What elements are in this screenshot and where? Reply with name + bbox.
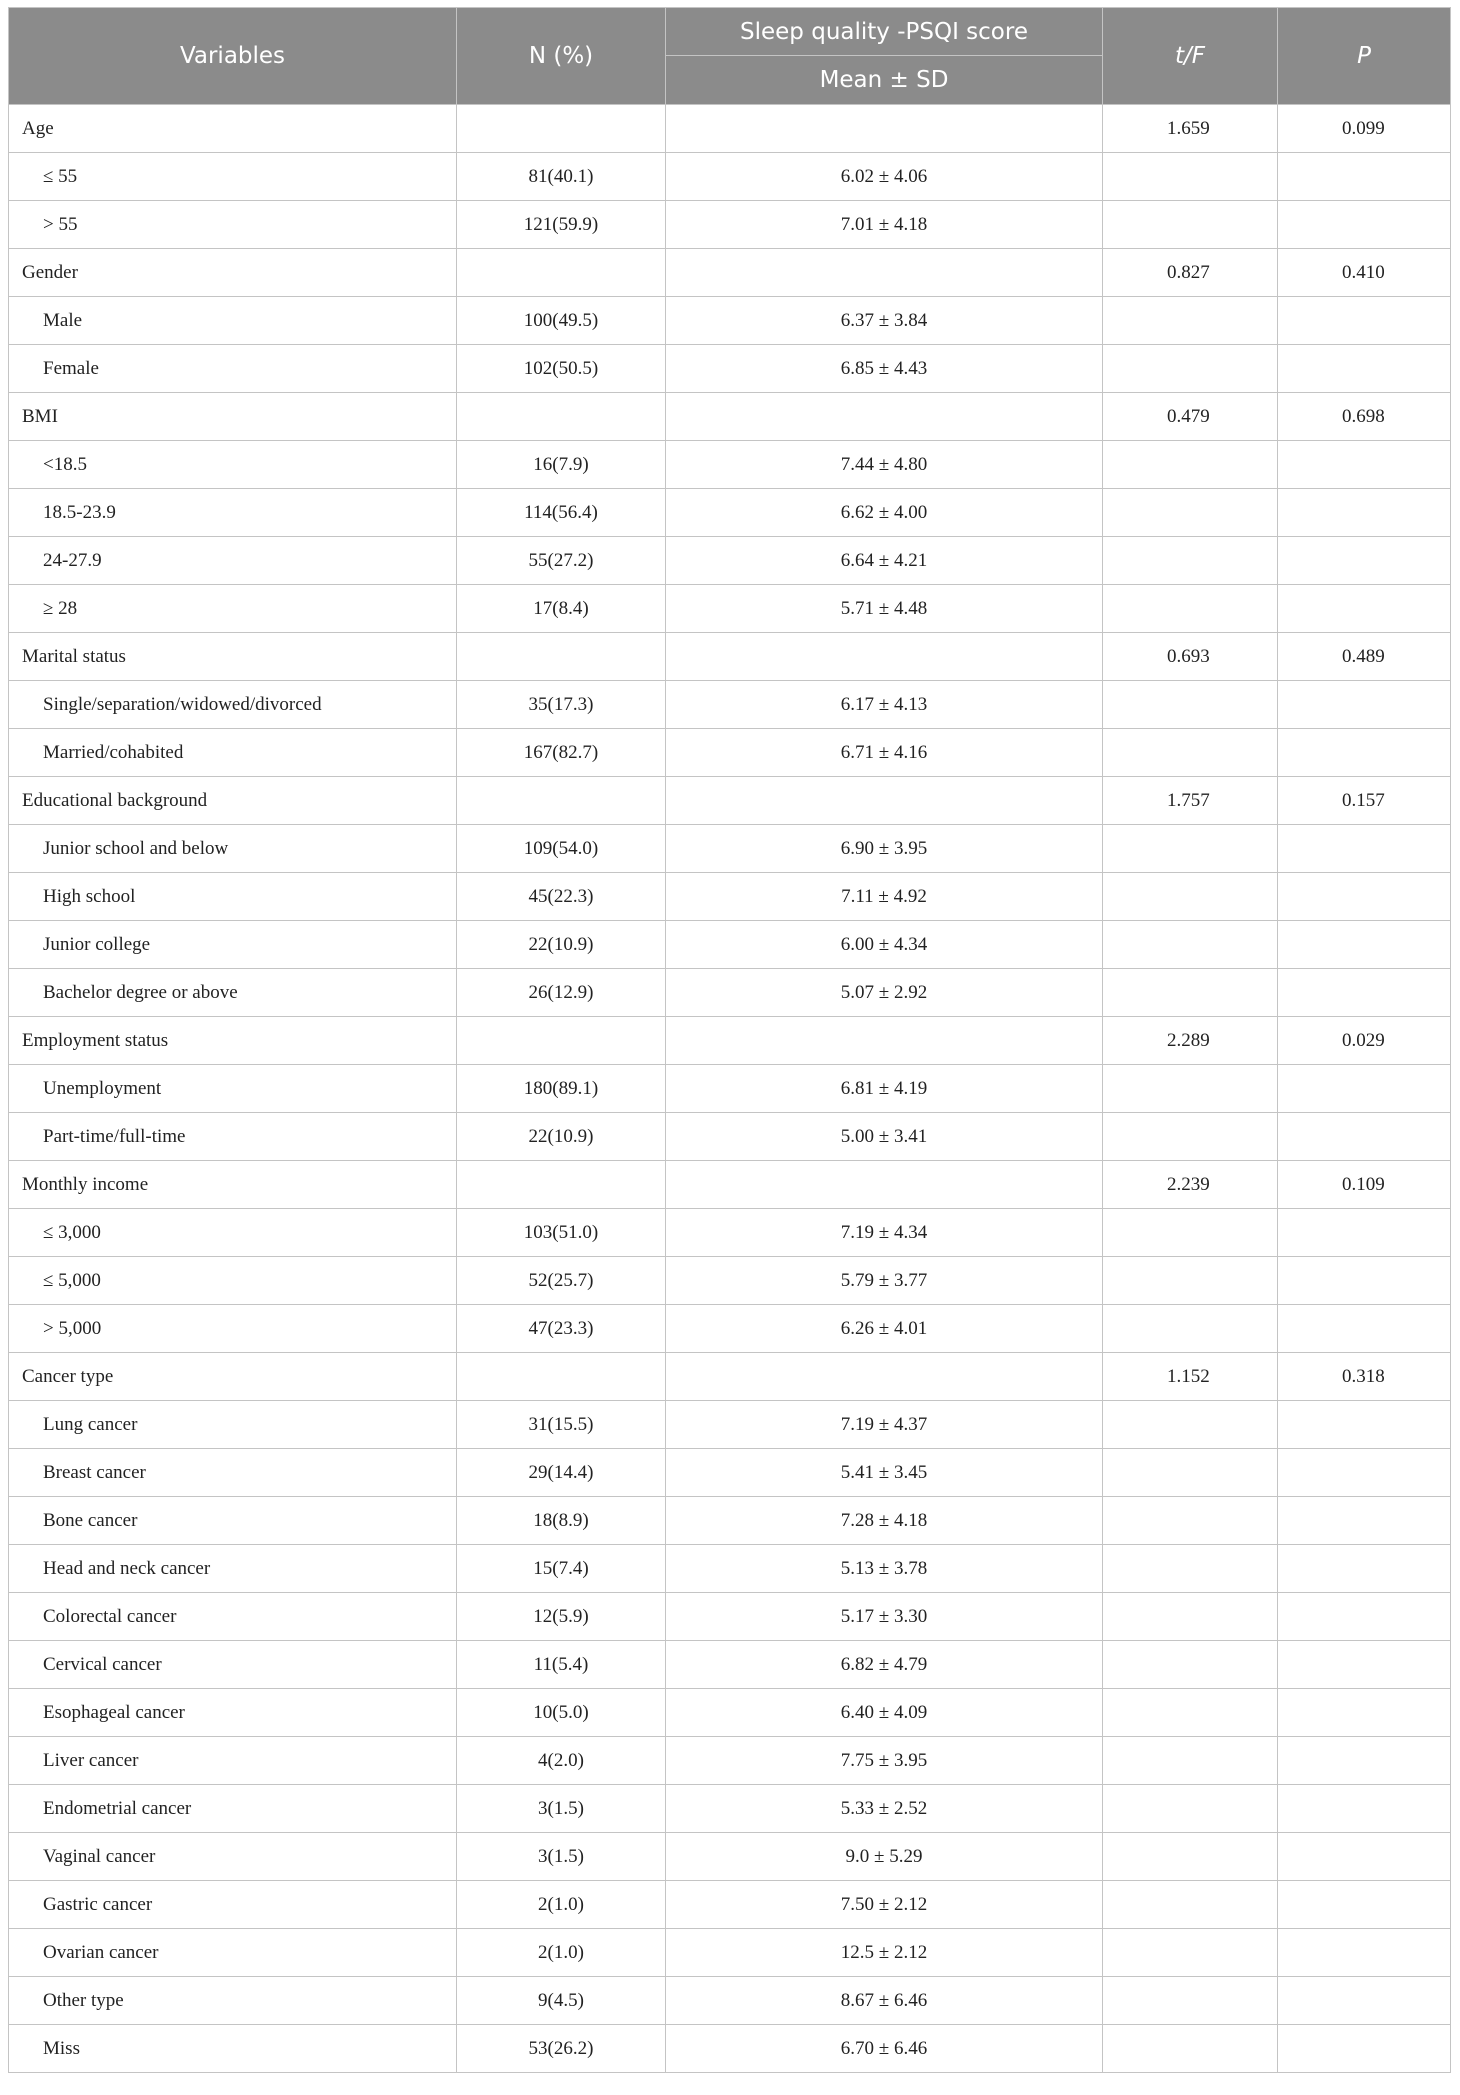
mean-cell: 6.37 ± 3.84	[666, 297, 1103, 345]
t-cell	[1103, 825, 1278, 873]
n-cell: 9(4.5)	[457, 1977, 666, 2025]
t-cell	[1103, 1833, 1278, 1881]
table-row-category	[9, 633, 1451, 681]
p-cell	[1278, 1449, 1451, 1497]
n-cell: 2(1.0)	[457, 1881, 666, 1929]
t-value: 2.289	[1103, 1017, 1278, 1065]
n-cell: 102(50.5)	[457, 345, 666, 393]
category-label: Monthly income	[9, 1161, 457, 1209]
mean-cell: 6.82 ± 4.79	[666, 1641, 1103, 1689]
t-value: 0.479	[1103, 393, 1278, 441]
p-cell	[1278, 441, 1451, 489]
table-row	[9, 1065, 1451, 1113]
subgroup-label: Breast cancer	[9, 1449, 457, 1497]
p-cell	[1278, 1737, 1451, 1785]
subgroup-label: Junior college	[9, 921, 457, 969]
mean-cell: 7.50 ± 2.12	[666, 1881, 1103, 1929]
t-cell	[1103, 1881, 1278, 1929]
n-cell: 12(5.9)	[457, 1593, 666, 1641]
p-cell	[1278, 1881, 1451, 1929]
table-row	[9, 537, 1451, 585]
t-cell	[1103, 1737, 1278, 1785]
t-cell	[1103, 1401, 1278, 1449]
mean-cell	[666, 633, 1103, 681]
category-label: BMI	[9, 393, 457, 441]
subgroup-label: Unemployment	[9, 1065, 457, 1113]
mean-cell: 6.85 ± 4.43	[666, 345, 1103, 393]
n-cell: 17(8.4)	[457, 585, 666, 633]
table-row	[9, 1305, 1451, 1353]
mean-cell: 6.62 ± 4.00	[666, 489, 1103, 537]
table-row	[9, 585, 1451, 633]
p-cell	[1278, 1113, 1451, 1161]
mean-cell: 5.13 ± 3.78	[666, 1545, 1103, 1593]
subgroup-label: Single/separation/widowed/divorced	[9, 681, 457, 729]
n-cell: 109(54.0)	[457, 825, 666, 873]
p-cell	[1278, 921, 1451, 969]
mean-cell: 7.01 ± 4.18	[666, 201, 1103, 249]
mean-cell: 6.17 ± 4.13	[666, 681, 1103, 729]
table-row	[9, 1545, 1451, 1593]
t-cell	[1103, 1929, 1278, 1977]
t-cell	[1103, 2025, 1278, 2073]
n-cell: 18(8.9)	[457, 1497, 666, 1545]
n-cell: 3(1.5)	[457, 1833, 666, 1881]
t-cell	[1103, 537, 1278, 585]
header-variables: Variables	[9, 8, 457, 105]
n-cell: 3(1.5)	[457, 1785, 666, 1833]
mean-cell	[666, 1161, 1103, 1209]
table-row	[9, 153, 1451, 201]
mean-cell: 6.81 ± 4.19	[666, 1065, 1103, 1113]
subgroup-label: <18.5	[9, 441, 457, 489]
category-label: Marital status	[9, 633, 457, 681]
p-cell	[1278, 153, 1451, 201]
category-label: Gender	[9, 249, 457, 297]
mean-cell: 6.90 ± 3.95	[666, 825, 1103, 873]
t-cell	[1103, 1065, 1278, 1113]
subgroup-label: Bone cancer	[9, 1497, 457, 1545]
mean-cell: 6.00 ± 4.34	[666, 921, 1103, 969]
t-cell	[1103, 585, 1278, 633]
mean-cell	[666, 1017, 1103, 1065]
category-label: Cancer type	[9, 1353, 457, 1401]
p-cell	[1278, 1785, 1451, 1833]
p-cell	[1278, 873, 1451, 921]
table-row	[9, 201, 1451, 249]
subgroup-label: ≤ 3,000	[9, 1209, 457, 1257]
n-cell: 4(2.0)	[457, 1737, 666, 1785]
n-cell	[457, 1161, 666, 1209]
n-cell: 180(89.1)	[457, 1065, 666, 1113]
subgroup-label: Bachelor degree or above	[9, 969, 457, 1017]
n-cell: 100(49.5)	[457, 297, 666, 345]
p-cell	[1278, 681, 1451, 729]
t-cell	[1103, 153, 1278, 201]
subgroup-label: Miss	[9, 2025, 457, 2073]
n-cell: 16(7.9)	[457, 441, 666, 489]
table-row	[9, 729, 1451, 777]
table-row	[9, 681, 1451, 729]
table-row	[9, 1833, 1451, 1881]
table-row	[9, 489, 1451, 537]
table-row	[9, 1785, 1451, 1833]
p-value: 0.318	[1278, 1353, 1451, 1401]
subgroup-label: Other type	[9, 1977, 457, 2025]
p-value: 0.099	[1278, 105, 1451, 153]
p-cell	[1278, 1977, 1451, 2025]
t-cell	[1103, 1113, 1278, 1161]
mean-cell	[666, 393, 1103, 441]
mean-cell: 6.71 ± 4.16	[666, 729, 1103, 777]
t-cell	[1103, 1689, 1278, 1737]
t-cell	[1103, 729, 1278, 777]
subgroup-label: Male	[9, 297, 457, 345]
table-header	[9, 8, 1451, 105]
mean-cell: 6.02 ± 4.06	[666, 153, 1103, 201]
p-cell	[1278, 297, 1451, 345]
t-cell	[1103, 969, 1278, 1017]
n-cell	[457, 105, 666, 153]
n-cell: 103(51.0)	[457, 1209, 666, 1257]
t-cell	[1103, 297, 1278, 345]
mean-cell: 7.19 ± 4.34	[666, 1209, 1103, 1257]
category-label: Age	[9, 105, 457, 153]
subgroup-label: Lung cancer	[9, 1401, 457, 1449]
subgroup-label: > 55	[9, 201, 457, 249]
mean-cell: 7.28 ± 4.18	[666, 1497, 1103, 1545]
subgroup-label: ≤ 5,000	[9, 1257, 457, 1305]
n-cell: 11(5.4)	[457, 1641, 666, 1689]
subgroup-label: Vaginal cancer	[9, 1833, 457, 1881]
mean-cell: 7.44 ± 4.80	[666, 441, 1103, 489]
p-cell	[1278, 729, 1451, 777]
mean-cell: 5.00 ± 3.41	[666, 1113, 1103, 1161]
table-body	[9, 105, 1451, 2073]
mean-cell: 5.79 ± 3.77	[666, 1257, 1103, 1305]
header-mean-sd: Mean ± SD	[666, 56, 1103, 105]
table-row	[9, 1449, 1451, 1497]
p-value: 0.109	[1278, 1161, 1451, 1209]
header-p: P	[1278, 8, 1451, 105]
n-cell: 45(22.3)	[457, 873, 666, 921]
table-row	[9, 1929, 1451, 1977]
table-row-category	[9, 1017, 1451, 1065]
table-row	[9, 1977, 1451, 2025]
t-cell	[1103, 873, 1278, 921]
t-cell	[1103, 201, 1278, 249]
mean-cell	[666, 249, 1103, 297]
t-cell	[1103, 489, 1278, 537]
mean-cell: 12.5 ± 2.12	[666, 1929, 1103, 1977]
p-cell	[1278, 1545, 1451, 1593]
t-cell	[1103, 1785, 1278, 1833]
mean-cell	[666, 777, 1103, 825]
p-cell	[1278, 537, 1451, 585]
subgroup-label: High school	[9, 873, 457, 921]
t-value: 0.827	[1103, 249, 1278, 297]
t-cell	[1103, 1257, 1278, 1305]
p-cell	[1278, 489, 1451, 537]
table-row	[9, 297, 1451, 345]
t-cell	[1103, 1497, 1278, 1545]
table-row	[9, 1881, 1451, 1929]
table-row-category	[9, 1161, 1451, 1209]
t-value: 1.757	[1103, 777, 1278, 825]
n-cell: 22(10.9)	[457, 1113, 666, 1161]
table-row	[9, 921, 1451, 969]
table-row-category	[9, 249, 1451, 297]
table-row-category	[9, 105, 1451, 153]
p-cell	[1278, 201, 1451, 249]
p-cell	[1278, 1689, 1451, 1737]
mean-cell: 7.19 ± 4.37	[666, 1401, 1103, 1449]
p-cell	[1278, 825, 1451, 873]
mean-cell: 5.41 ± 3.45	[666, 1449, 1103, 1497]
psqi-table	[8, 7, 1451, 2073]
n-cell: 31(15.5)	[457, 1401, 666, 1449]
n-cell: 52(25.7)	[457, 1257, 666, 1305]
mean-cell: 9.0 ± 5.29	[666, 1833, 1103, 1881]
p-cell	[1278, 1305, 1451, 1353]
header-tf: t/F	[1103, 8, 1278, 105]
t-value: 1.152	[1103, 1353, 1278, 1401]
subgroup-label: 18.5-23.9	[9, 489, 457, 537]
t-cell	[1103, 1977, 1278, 2025]
subgroup-label: Female	[9, 345, 457, 393]
mean-cell: 5.17 ± 3.30	[666, 1593, 1103, 1641]
mean-cell: 5.07 ± 2.92	[666, 969, 1103, 1017]
n-cell: 29(14.4)	[457, 1449, 666, 1497]
subgroup-label: Junior school and below	[9, 825, 457, 873]
table-row	[9, 1593, 1451, 1641]
t-cell	[1103, 1449, 1278, 1497]
subgroup-label: 24-27.9	[9, 537, 457, 585]
p-cell	[1278, 585, 1451, 633]
n-cell	[457, 777, 666, 825]
t-cell	[1103, 1209, 1278, 1257]
table-row	[9, 969, 1451, 1017]
table-row-category	[9, 777, 1451, 825]
table-row	[9, 873, 1451, 921]
category-label: Educational background	[9, 777, 457, 825]
mean-cell: 6.64 ± 4.21	[666, 537, 1103, 585]
mean-cell: 6.40 ± 4.09	[666, 1689, 1103, 1737]
n-cell: 26(12.9)	[457, 969, 666, 1017]
t-value: 2.239	[1103, 1161, 1278, 1209]
mean-cell: 5.33 ± 2.52	[666, 1785, 1103, 1833]
p-cell	[1278, 1257, 1451, 1305]
n-cell: 2(1.0)	[457, 1929, 666, 1977]
subgroup-label: Gastric cancer	[9, 1881, 457, 1929]
mean-cell	[666, 105, 1103, 153]
t-value: 0.693	[1103, 633, 1278, 681]
table-row	[9, 1113, 1451, 1161]
p-value: 0.410	[1278, 249, 1451, 297]
n-cell: 55(27.2)	[457, 537, 666, 585]
mean-cell: 8.67 ± 6.46	[666, 1977, 1103, 2025]
t-cell	[1103, 345, 1278, 393]
n-cell: 22(10.9)	[457, 921, 666, 969]
p-value: 0.489	[1278, 633, 1451, 681]
n-cell: 10(5.0)	[457, 1689, 666, 1737]
p-cell	[1278, 1641, 1451, 1689]
table-row	[9, 345, 1451, 393]
category-label: Employment status	[9, 1017, 457, 1065]
n-cell	[457, 1017, 666, 1065]
n-cell: 114(56.4)	[457, 489, 666, 537]
subgroup-label: Ovarian cancer	[9, 1929, 457, 1977]
subgroup-label: Cervical cancer	[9, 1641, 457, 1689]
n-cell: 121(59.9)	[457, 201, 666, 249]
p-value: 0.029	[1278, 1017, 1451, 1065]
table-row	[9, 1257, 1451, 1305]
subgroup-label: Colorectal cancer	[9, 1593, 457, 1641]
mean-cell: 7.11 ± 4.92	[666, 873, 1103, 921]
p-cell	[1278, 1929, 1451, 1977]
t-cell	[1103, 1593, 1278, 1641]
subgroup-label: Liver cancer	[9, 1737, 457, 1785]
n-cell: 15(7.4)	[457, 1545, 666, 1593]
table-row	[9, 1497, 1451, 1545]
t-cell	[1103, 921, 1278, 969]
mean-cell: 7.75 ± 3.95	[666, 1737, 1103, 1785]
p-cell	[1278, 1833, 1451, 1881]
p-cell	[1278, 1401, 1451, 1449]
table-row-category	[9, 393, 1451, 441]
p-cell	[1278, 1065, 1451, 1113]
n-cell: 81(40.1)	[457, 153, 666, 201]
table-row	[9, 1737, 1451, 1785]
t-cell	[1103, 681, 1278, 729]
n-cell: 53(26.2)	[457, 2025, 666, 2073]
subgroup-label: ≤ 55	[9, 153, 457, 201]
t-cell	[1103, 1305, 1278, 1353]
p-value: 0.157	[1278, 777, 1451, 825]
mean-cell: 6.26 ± 4.01	[666, 1305, 1103, 1353]
p-cell	[1278, 969, 1451, 1017]
subgroup-label: Endometrial cancer	[9, 1785, 457, 1833]
t-cell	[1103, 1641, 1278, 1689]
n-cell	[457, 1353, 666, 1401]
n-cell	[457, 633, 666, 681]
p-value: 0.698	[1278, 393, 1451, 441]
table-row	[9, 1401, 1451, 1449]
subgroup-label: > 5,000	[9, 1305, 457, 1353]
table-row	[9, 1641, 1451, 1689]
n-cell	[457, 249, 666, 297]
subgroup-label: Part-time/full-time	[9, 1113, 457, 1161]
n-cell: 167(82.7)	[457, 729, 666, 777]
n-cell	[457, 393, 666, 441]
header-sleep-quality: Sleep quality -PSQI score	[666, 8, 1103, 56]
p-cell	[1278, 1497, 1451, 1545]
mean-cell	[666, 1353, 1103, 1401]
table-row	[9, 825, 1451, 873]
p-cell	[1278, 1593, 1451, 1641]
mean-cell: 6.70 ± 6.46	[666, 2025, 1103, 2073]
n-cell: 35(17.3)	[457, 681, 666, 729]
subgroup-label: Married/cohabited	[9, 729, 457, 777]
subgroup-label: Esophageal cancer	[9, 1689, 457, 1737]
psqi-table-container	[8, 7, 1450, 2073]
t-cell	[1103, 441, 1278, 489]
n-cell: 47(23.3)	[457, 1305, 666, 1353]
header-n-pct: N (%)	[457, 8, 666, 105]
p-cell	[1278, 1209, 1451, 1257]
table-row	[9, 1689, 1451, 1737]
table-row	[9, 441, 1451, 489]
t-value: 1.659	[1103, 105, 1278, 153]
table-row	[9, 1209, 1451, 1257]
subgroup-label: ≥ 28	[9, 585, 457, 633]
p-cell	[1278, 2025, 1451, 2073]
table-row-category	[9, 1353, 1451, 1401]
mean-cell: 5.71 ± 4.48	[666, 585, 1103, 633]
table-row	[9, 2025, 1451, 2073]
t-cell	[1103, 1545, 1278, 1593]
p-cell	[1278, 345, 1451, 393]
subgroup-label: Head and neck cancer	[9, 1545, 457, 1593]
